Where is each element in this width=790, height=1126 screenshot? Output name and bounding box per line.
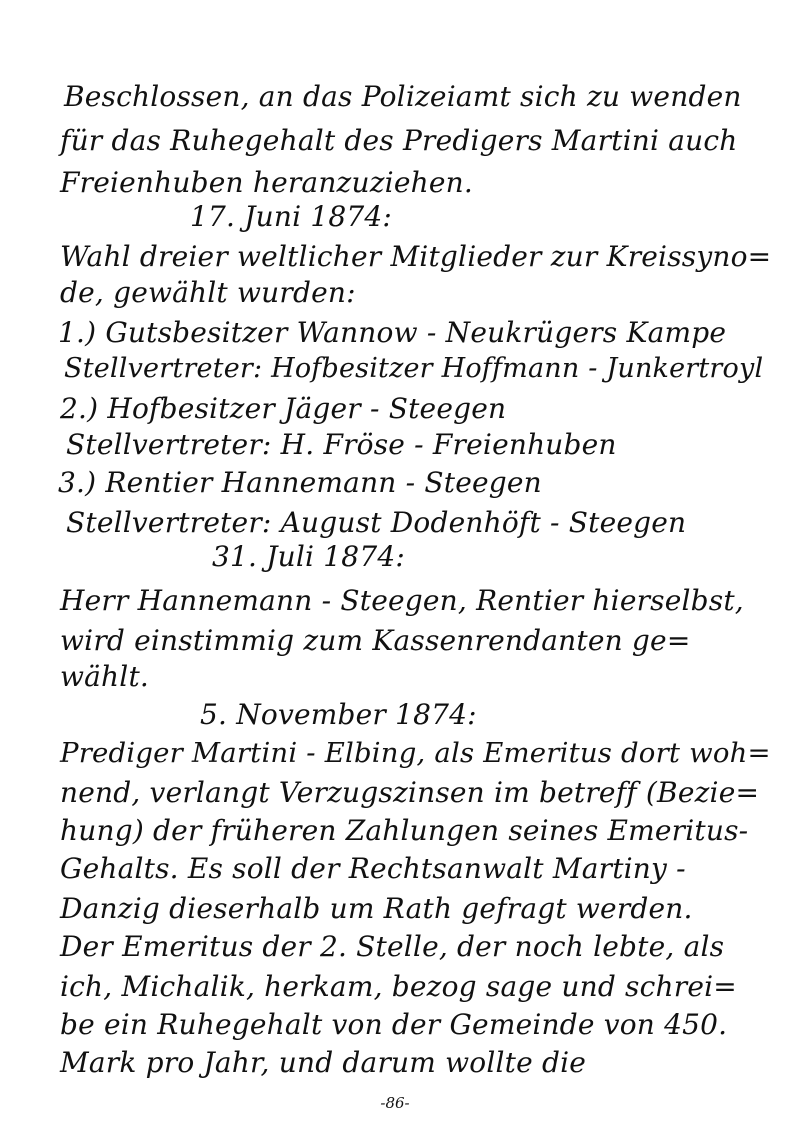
date-heading: 31. Juli 1874: xyxy=(212,540,405,573)
date-heading: 5. November 1874: xyxy=(200,698,477,731)
text-line: Freienhuben heranzuziehen. xyxy=(60,166,473,199)
text-line: 3.) Rentier Hannemann - Steegen xyxy=(58,466,542,499)
text-line: Stellvertreter: Hofbesitzer Hoffmann - Junkertroyl xyxy=(64,353,764,384)
text-line: Stellvertreter: August Dodenhöft - Steegen xyxy=(66,506,687,539)
text-line: Wahl dreier weltlicher Mitglieder zur Kreissyno= xyxy=(60,240,772,273)
text-line: Stellvertreter: H. Fröse - Freienhuben xyxy=(66,428,617,461)
text-line: 1.) Gutsbesitzer Wannow - Neukrügers Kampe xyxy=(58,316,727,349)
date-heading: 17. Juni 1874: xyxy=(190,200,393,233)
text-line: hung) der früheren Zahlungen seines Emeritus- xyxy=(60,814,749,847)
text-line: Beschlossen, an das Polizeiamt sich zu wenden xyxy=(64,80,742,113)
text-line: be ein Ruhegehalt von der Gemeinde von 450. xyxy=(60,1008,728,1041)
text-line: de, gewählt wurden: xyxy=(60,276,356,309)
text-line: Mark pro Jahr, und darum wollte die xyxy=(60,1046,587,1079)
text-line: wird einstimmig zum Kassenrendanten ge= xyxy=(60,624,691,657)
page-number: -86- xyxy=(380,1094,410,1112)
text-line: Herr Hannemann - Steegen, Rentier hierselbst, xyxy=(60,584,744,617)
text-line: Danzig dieserhalb um Rath gefragt werden. xyxy=(60,892,693,925)
text-line: für das Ruhegehalt des Predigers Martini auch xyxy=(60,124,738,157)
text-line: nend, verlangt Verzugszinsen im betreff (Bezie= xyxy=(60,776,760,809)
text-line: Prediger Martini - Elbing, als Emeritus dort woh= xyxy=(60,737,771,769)
text-line: 2.) Hofbesitzer Jäger - Steegen xyxy=(60,392,507,425)
text-line: Der Emeritus der 2. Stelle, der noch lebte, als xyxy=(60,930,725,963)
text-line: wählt. xyxy=(60,660,150,693)
text-line: Gehalts. Es soll der Rechtsanwalt Martiny - xyxy=(60,852,686,885)
text-line: ich, Michalik, herkam, bezog sage und schrei= xyxy=(60,970,737,1003)
